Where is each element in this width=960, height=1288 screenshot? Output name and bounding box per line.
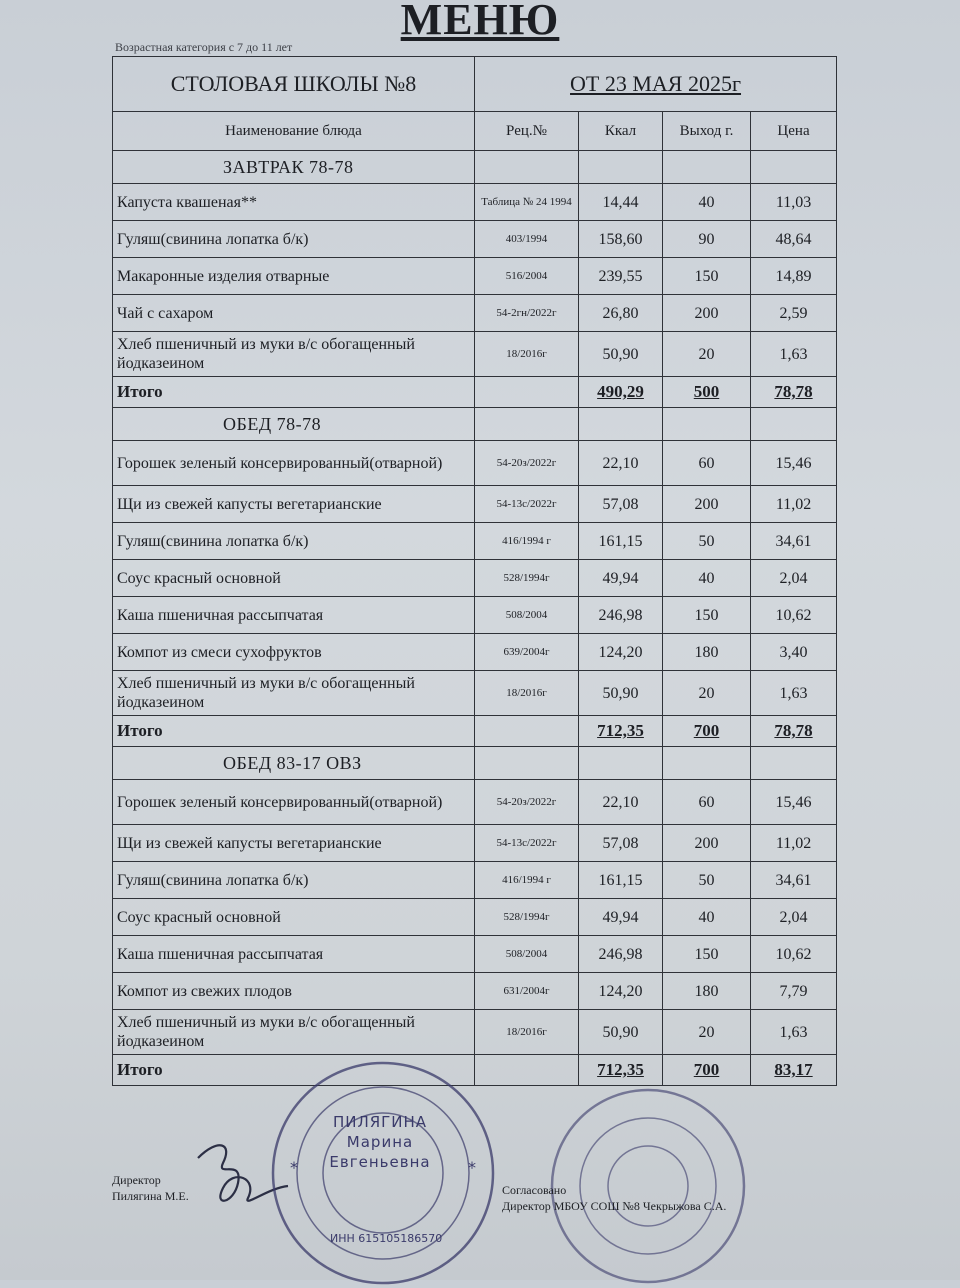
price-value: 34,61: [751, 862, 837, 899]
total-kcal: 712,35: [579, 716, 663, 747]
stamp-inn: ИНН 615105186570: [330, 1232, 443, 1245]
total-kcal: 712,35: [579, 1055, 663, 1086]
total-label: Итого: [113, 377, 475, 408]
recipe-number: 18/2016г: [475, 671, 579, 716]
menu-date: ОТ 23 МАЯ 2025г: [475, 57, 837, 112]
price-value: 14,89: [751, 258, 837, 295]
yield-value: 50: [663, 862, 751, 899]
price-value: 48,64: [751, 221, 837, 258]
kcal-value: 50,90: [579, 332, 663, 377]
kcal-value: 22,10: [579, 441, 663, 486]
yield-value: 40: [663, 560, 751, 597]
table-row: [113, 295, 837, 332]
yield-value: 200: [663, 295, 751, 332]
kcal-value: 246,98: [579, 597, 663, 634]
table-row: [113, 441, 837, 486]
total-yield: 500: [663, 377, 751, 408]
table-row: [113, 1010, 837, 1055]
section-title: ОБЕД 83-17 ОВЗ: [113, 747, 475, 780]
recipe-number: 54-20з/2022г: [475, 780, 579, 825]
kcal-value: 26,80: [579, 295, 663, 332]
kcal-value: 57,08: [579, 825, 663, 862]
dish-name: Чай с сахаром: [113, 295, 475, 332]
dish-name: Хлеб пшеничный из муки в/с обогащенный йодказеином: [113, 1010, 475, 1055]
yield-value: 180: [663, 634, 751, 671]
kcal-value: 124,20: [579, 973, 663, 1010]
kcal-value: 22,10: [579, 780, 663, 825]
recipe-number: 416/1994 г: [475, 862, 579, 899]
recipe-number: 54-13с/2022г: [475, 486, 579, 523]
dish-name: Компот из смеси сухофруктов: [113, 634, 475, 671]
section-empty-cell: [751, 747, 837, 780]
yield-value: 180: [663, 973, 751, 1010]
section-empty-cell: [663, 747, 751, 780]
yield-value: 150: [663, 936, 751, 973]
kcal-value: 57,08: [579, 486, 663, 523]
section-title: ЗАВТРАК 78-78: [113, 151, 475, 184]
svg-text:*: *: [468, 1158, 476, 1177]
section-empty-cell: [751, 151, 837, 184]
kcal-value: 49,94: [579, 560, 663, 597]
table-row: [113, 221, 837, 258]
yield-value: 150: [663, 258, 751, 295]
total-price: 83,17: [751, 1055, 837, 1086]
price-value: 2,59: [751, 295, 837, 332]
yield-value: 50: [663, 523, 751, 560]
total-empty-cell: [475, 377, 579, 408]
price-value: 34,61: [751, 523, 837, 560]
kcal-value: 246,98: [579, 936, 663, 973]
yield-value: 20: [663, 671, 751, 716]
total-kcal: 490,29: [579, 377, 663, 408]
section-empty-cell: [579, 151, 663, 184]
recipe-number: Таблица № 24 1994: [475, 184, 579, 221]
section-empty-cell: [475, 747, 579, 780]
section-empty-cell: [475, 151, 579, 184]
recipe-number: 508/2004: [475, 936, 579, 973]
recipe-number: 54-2гн/2022г: [475, 295, 579, 332]
total-label: Итого: [113, 716, 475, 747]
total-row: [113, 716, 837, 747]
dish-name: Хлеб пшеничный из муки в/с обогащенный йодказеином: [113, 332, 475, 377]
dish-name: Макаронные изделия отварные: [113, 258, 475, 295]
table-row: [113, 258, 837, 295]
section-header-row: [113, 747, 837, 780]
school-name: СТОЛОВАЯ ШКОЛЫ №8: [113, 57, 475, 112]
page-title: МЕНЮ: [400, 0, 560, 44]
table-row: [113, 597, 837, 634]
table-row: [113, 486, 837, 523]
section-header-row: [113, 151, 837, 184]
section-empty-cell: [663, 408, 751, 441]
kcal-value: 50,90: [579, 1010, 663, 1055]
table-row: [113, 671, 837, 716]
total-empty-cell: [475, 716, 579, 747]
recipe-number: 631/2004г: [475, 973, 579, 1010]
recipe-number: 403/1994: [475, 221, 579, 258]
svg-text:*: *: [290, 1158, 298, 1177]
table-header-row: [113, 57, 837, 112]
total-price: 78,78: [751, 377, 837, 408]
dish-name: Компот из свежих плодов: [113, 973, 475, 1010]
table-row: [113, 634, 837, 671]
section-header-row: [113, 408, 837, 441]
table-row: [113, 936, 837, 973]
dish-name: Щи из свежей капусты вегетарианские: [113, 486, 475, 523]
col-price-header: Цена: [751, 112, 837, 151]
price-value: 15,46: [751, 441, 837, 486]
recipe-number: 528/1994г: [475, 560, 579, 597]
total-price: 78,78: [751, 716, 837, 747]
section-empty-cell: [579, 747, 663, 780]
col-recipe-header: Рец.№: [475, 112, 579, 151]
column-header-row: [113, 112, 837, 151]
stamp-name: ПИЛЯГИНА Марина Евгеньевна: [329, 1113, 431, 1171]
price-value: 10,62: [751, 936, 837, 973]
section-empty-cell: [579, 408, 663, 441]
yield-value: 60: [663, 441, 751, 486]
dish-name: Гуляш(свинина лопатка б/к): [113, 862, 475, 899]
price-value: 11,02: [751, 825, 837, 862]
director-name: Пилягина М.Е.: [112, 1189, 189, 1203]
section-empty-cell: [663, 151, 751, 184]
kcal-value: 50,90: [579, 671, 663, 716]
yield-value: 90: [663, 221, 751, 258]
section-empty-cell: [475, 408, 579, 441]
footer-director: [112, 1172, 189, 1204]
recipe-number: 54-13с/2022г: [475, 825, 579, 862]
table-row: [113, 899, 837, 936]
kcal-value: 124,20: [579, 634, 663, 671]
price-value: 1,63: [751, 332, 837, 377]
table-row: [113, 332, 837, 377]
yield-value: 40: [663, 184, 751, 221]
table-row: [113, 973, 837, 1010]
dish-name: Горошек зеленый консервированный(отварной): [113, 441, 475, 486]
kcal-value: 14,44: [579, 184, 663, 221]
total-label: Итого: [113, 1055, 475, 1086]
dish-name: Щи из свежей капусты вегетарианские: [113, 825, 475, 862]
price-value: 1,63: [751, 671, 837, 716]
dish-name: Капуста квашеная**: [113, 184, 475, 221]
dish-name: Каша пшеничная рассыпчатая: [113, 597, 475, 634]
total-yield: 700: [663, 1055, 751, 1086]
recipe-number: 639/2004г: [475, 634, 579, 671]
recipe-number: 18/2016г: [475, 1010, 579, 1055]
kcal-value: 161,15: [579, 862, 663, 899]
dish-name: Горошек зеленый консервированный(отварной): [113, 780, 475, 825]
table-row: [113, 523, 837, 560]
menu-table: [112, 56, 837, 1086]
footer-agreed: [502, 1182, 726, 1214]
yield-value: 200: [663, 486, 751, 523]
kcal-value: 161,15: [579, 523, 663, 560]
recipe-number: 528/1994г: [475, 899, 579, 936]
price-value: 7,79: [751, 973, 837, 1010]
yield-value: 40: [663, 899, 751, 936]
recipe-number: 516/2004: [475, 258, 579, 295]
col-name-header: Наименование блюда: [113, 112, 475, 151]
age-category: Возрастная категория с 7 до 11 лет: [115, 40, 293, 54]
table-row: [113, 825, 837, 862]
total-row: [113, 377, 837, 408]
table-row: [113, 560, 837, 597]
dish-name: Хлеб пшеничный из муки в/с обогащенный йодказеином: [113, 671, 475, 716]
price-value: 3,40: [751, 634, 837, 671]
table-row: [113, 780, 837, 825]
col-kcal-header: Ккал: [579, 112, 663, 151]
director-title: Директор: [112, 1173, 161, 1187]
dish-name: Соус красный основной: [113, 899, 475, 936]
price-value: 10,62: [751, 597, 837, 634]
yield-value: 150: [663, 597, 751, 634]
agreed-director: Директор МБОУ СОШ №8 Чекрыжова С.А.: [502, 1199, 727, 1213]
dish-name: Соус красный основной: [113, 560, 475, 597]
yield-value: 20: [663, 1010, 751, 1055]
recipe-number: 54-20з/2022г: [475, 441, 579, 486]
yield-value: 60: [663, 780, 751, 825]
col-yield-header: Выход г.: [663, 112, 751, 151]
section-title: ОБЕД 78-78: [113, 408, 475, 441]
table-row: [113, 862, 837, 899]
recipe-number: 18/2016г: [475, 332, 579, 377]
kcal-value: 239,55: [579, 258, 663, 295]
recipe-number: 508/2004: [475, 597, 579, 634]
round-stamp-entrepreneur: [268, 1058, 498, 1288]
price-value: 11,02: [751, 486, 837, 523]
dish-name: Гуляш(свинина лопатка б/к): [113, 523, 475, 560]
section-empty-cell: [751, 408, 837, 441]
price-value: 15,46: [751, 780, 837, 825]
yield-value: 20: [663, 332, 751, 377]
agreed-label: Согласовано: [502, 1183, 567, 1197]
price-value: 11,03: [751, 184, 837, 221]
yield-value: 200: [663, 825, 751, 862]
price-value: 2,04: [751, 560, 837, 597]
kcal-value: 158,60: [579, 221, 663, 258]
table-row: [113, 184, 837, 221]
kcal-value: 49,94: [579, 899, 663, 936]
total-yield: 700: [663, 716, 751, 747]
dish-name: Гуляш(свинина лопатка б/к): [113, 221, 475, 258]
dish-name: Каша пшеничная рассыпчатая: [113, 936, 475, 973]
recipe-number: 416/1994 г: [475, 523, 579, 560]
price-value: 2,04: [751, 899, 837, 936]
price-value: 1,63: [751, 1010, 837, 1055]
